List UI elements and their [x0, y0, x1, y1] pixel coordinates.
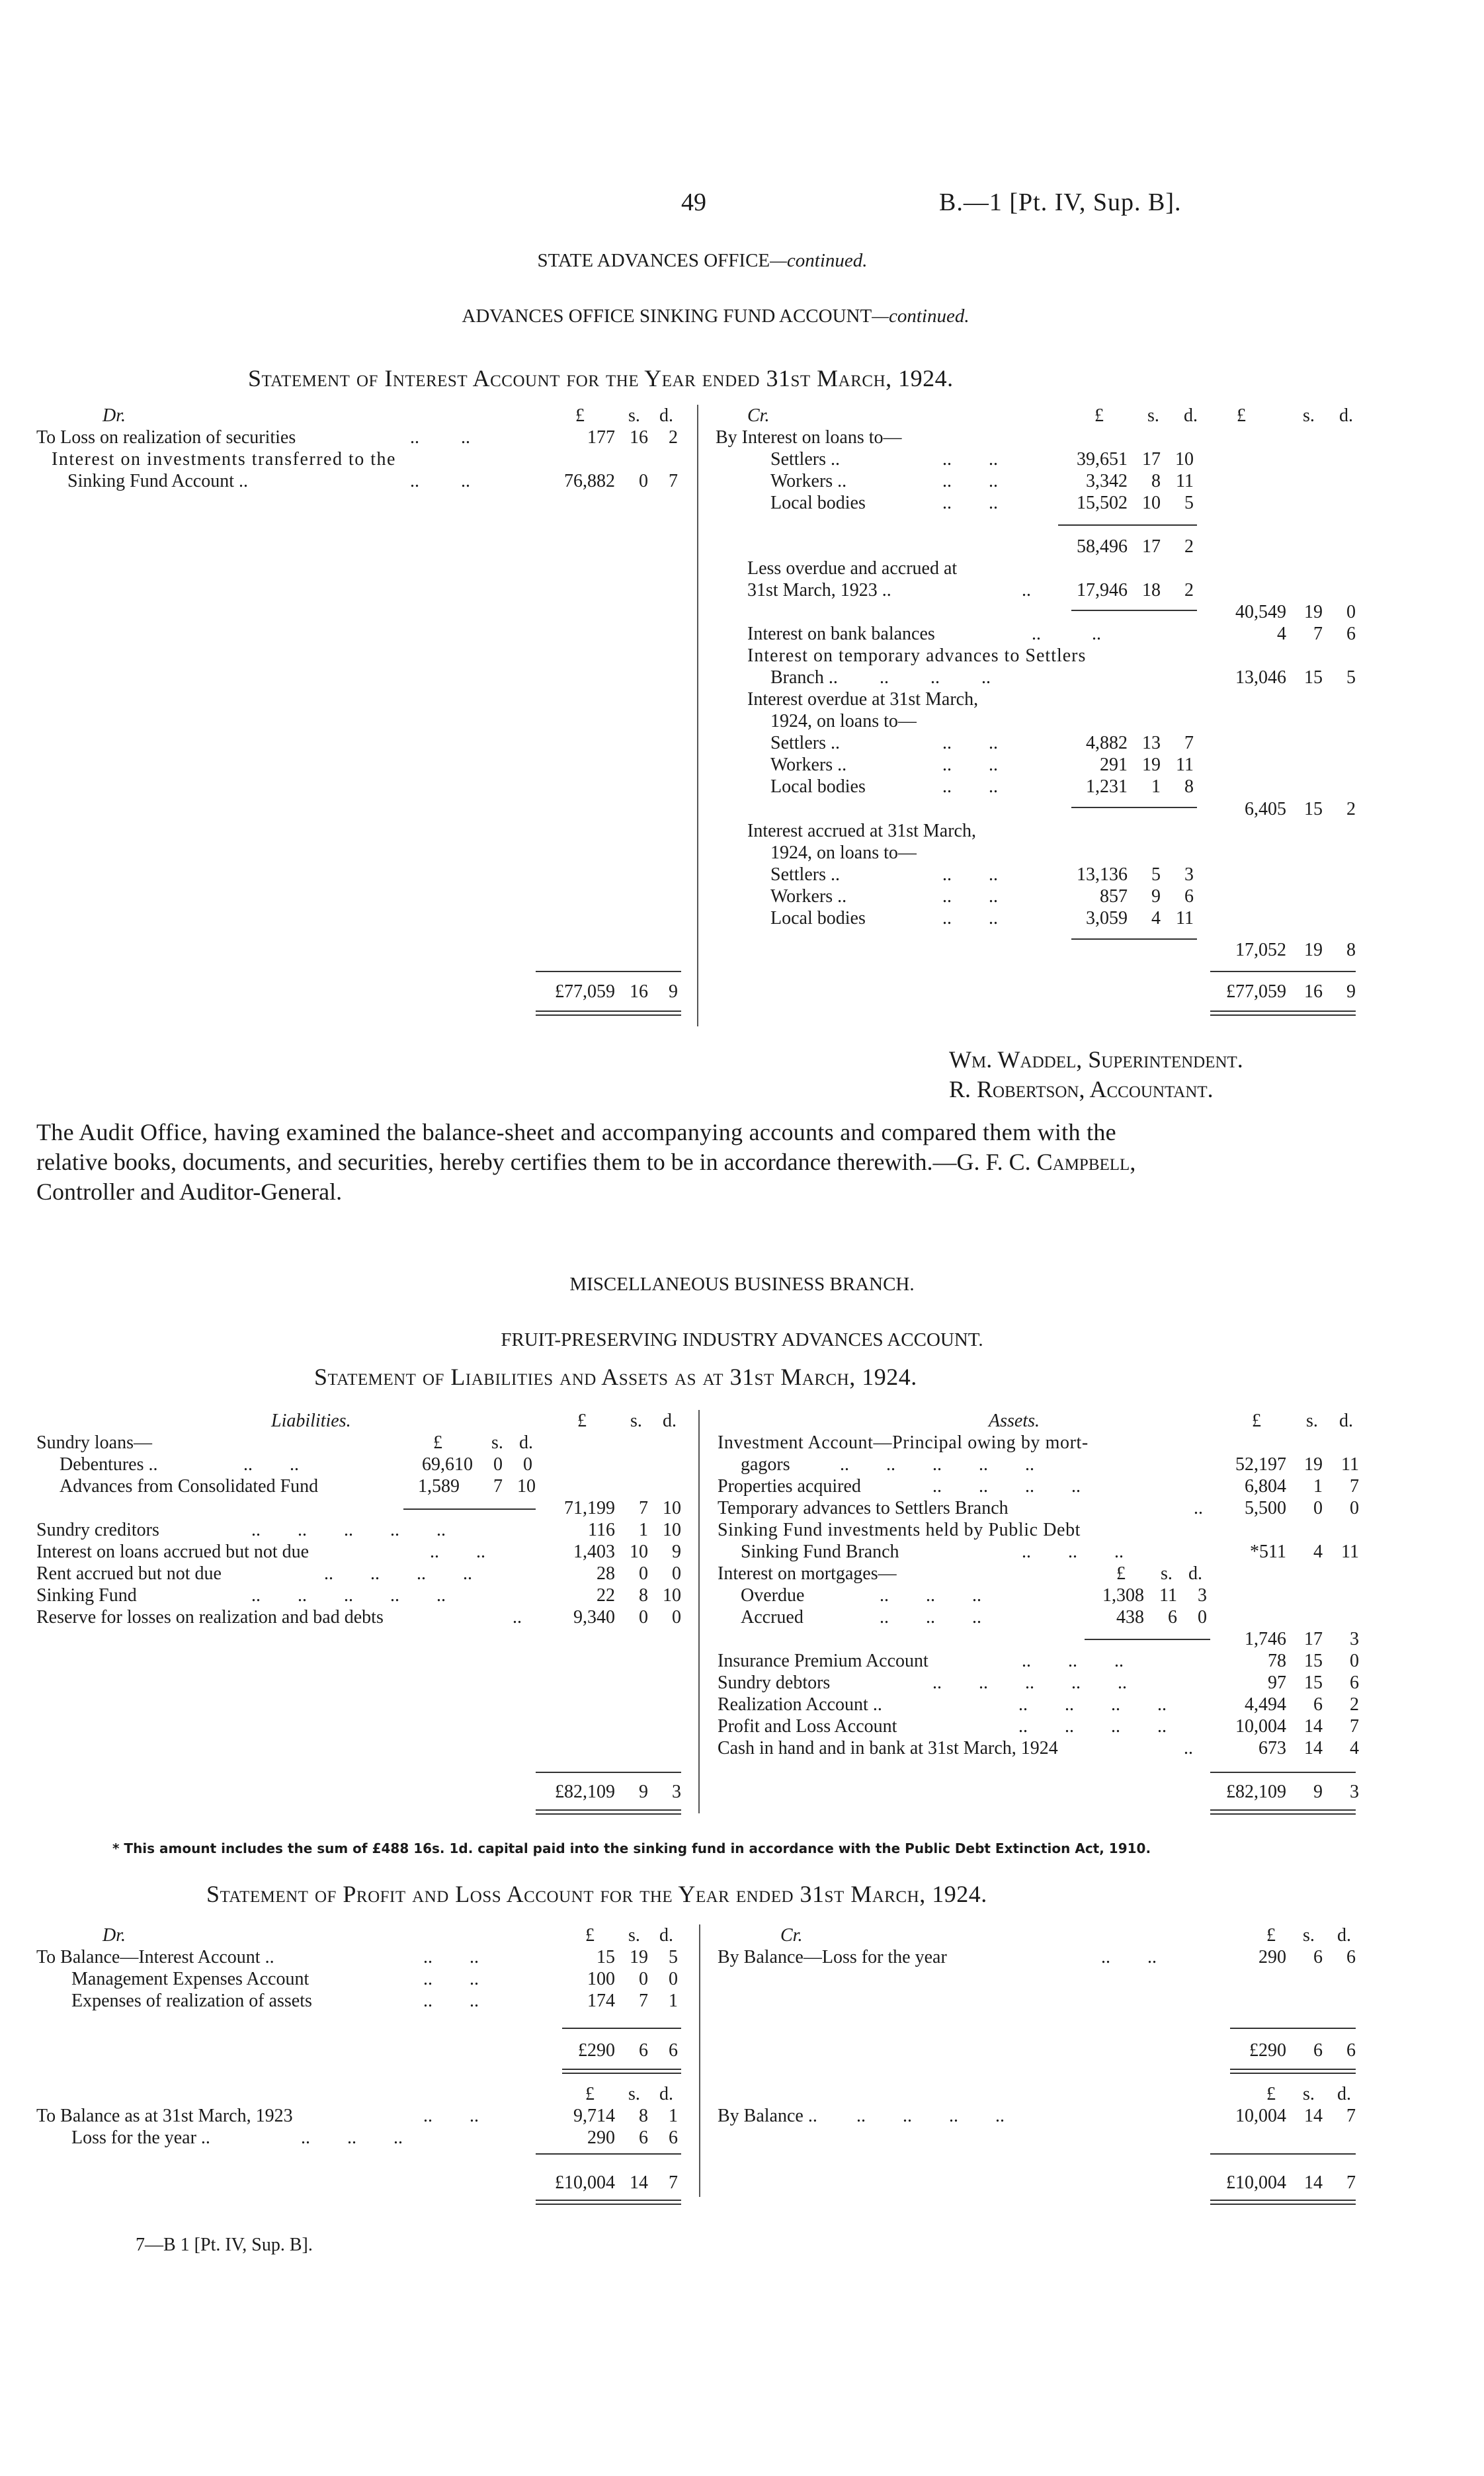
page-number: 49 — [681, 188, 706, 216]
printer-signature: 7—B 1 [Pt. IV, Sup. B]. — [136, 2235, 313, 2255]
rule — [1210, 2153, 1356, 2155]
accountant-signature: R. Robertson, Accountant. — [949, 1076, 1214, 1102]
account-title: FRUIT-PRESERVING INDUSTRY ADVANCES ACCOUNT. — [501, 1329, 983, 1350]
interest-statement-title: Statement of Interest Account for the Year ended 31st March, 1924. — [248, 365, 954, 392]
shillings-header: s. — [491, 1432, 503, 1453]
pound-header: £ — [433, 1432, 442, 1453]
shillings-header: s. — [628, 1925, 640, 1946]
sinking-fund-label: Sinking Fund investments held by Public Debt — [718, 1520, 1081, 1540]
debit-entry: Interest on investments transferred to the — [52, 449, 396, 470]
fund-title: ADVANCES OFFICE SINKING FUND ACCOUNT—continued. — [462, 306, 969, 327]
dr-label: Dr. — [103, 405, 126, 426]
pence-header: d. — [1184, 405, 1198, 426]
double-rule — [1210, 1809, 1356, 1815]
accrued-label: Interest accrued at 31st March, — [747, 821, 976, 841]
pence-header: d. — [519, 1432, 533, 1453]
overdue-label: Interest overdue at 31st March, — [747, 689, 979, 710]
shillings-header: s. — [1161, 1563, 1173, 1584]
profit-loss-divider — [699, 1924, 700, 2197]
rule — [1210, 1772, 1356, 1773]
pound-header: £ — [575, 405, 585, 426]
shillings-header: s. — [628, 2084, 640, 2104]
pence-header: d. — [663, 1411, 677, 1431]
balance-sheet-title: Statement of Liabilities and Assets as at 31st March, 1924. — [314, 1364, 917, 1390]
shillings-header: s. — [1147, 405, 1159, 426]
double-rule — [536, 1809, 681, 1815]
pence-header: d. — [1337, 1925, 1351, 1946]
shillings-header: s. — [630, 1411, 642, 1431]
audit-paragraph-line: relative books, documents, and securities, hereby certifies them to be in accordance therewith.—G. F. C. Campbell, — [36, 1149, 1136, 1175]
pound-header: £ — [1266, 2084, 1276, 2104]
double-rule — [1230, 2069, 1356, 2074]
rule — [536, 1772, 681, 1773]
investment-label: Investment Account—Principal owing by mort- — [718, 1432, 1089, 1453]
liabilities-label: Liabilities. — [271, 1411, 351, 1431]
pence-header: d. — [1188, 1563, 1202, 1584]
shillings-header: s. — [1303, 2084, 1315, 2104]
pound-header: £ — [585, 2084, 595, 2104]
office-title: STATE ADVANCES OFFICE—continued. — [537, 250, 868, 271]
superintendent-signature: Wm. Waddel, Superintendent. — [949, 1046, 1243, 1073]
audit-paragraph-line: The Audit Office, having examined the balance-sheet and accompanying accounts and compared them with the — [36, 1119, 1116, 1145]
pound-header: £ — [1266, 1925, 1276, 1946]
dr-label: Dr. — [103, 1925, 126, 1946]
pound-header: £ — [577, 1411, 587, 1431]
double-rule — [536, 2200, 681, 2205]
rule — [1058, 524, 1197, 526]
mortgage-interest-label: Interest on mortgages— — [718, 1563, 897, 1584]
cr-label: Cr. — [747, 405, 770, 426]
pence-header: d. — [659, 1925, 673, 1946]
pence-header: d. — [1337, 2084, 1351, 2104]
rule — [1071, 807, 1197, 808]
rule — [536, 2153, 681, 2155]
sundry-loans-label: Sundry loans— — [36, 1432, 152, 1453]
overdue-label: 1924, on loans to— — [770, 711, 917, 731]
double-rule — [1210, 1011, 1356, 1016]
pence-header: d. — [659, 2084, 673, 2104]
pound-header: £ — [1252, 1411, 1261, 1431]
double-rule — [536, 1011, 681, 1016]
shillings-header: s. — [1306, 1411, 1318, 1431]
pence-header: d. — [1339, 405, 1353, 426]
rule — [536, 971, 681, 972]
rule — [1071, 938, 1197, 940]
double-rule — [1210, 2200, 1356, 2205]
rule — [562, 2028, 681, 2029]
cr-label: Cr. — [780, 1925, 803, 1946]
pence-header: d. — [659, 405, 673, 426]
shillings-header: s. — [628, 405, 640, 426]
rule — [403, 1508, 536, 1510]
rule — [1230, 2028, 1356, 2029]
shillings-header: s. — [1303, 405, 1315, 426]
balance-divider — [698, 1410, 700, 1813]
less-overdue-label: Less overdue and accrued at — [747, 558, 958, 579]
pound-header: £ — [585, 1925, 595, 1946]
interest-divider — [697, 405, 698, 1026]
audit-paragraph-line: Controller and Auditor-General. — [36, 1178, 343, 1205]
rule — [1071, 610, 1197, 611]
rule — [1210, 971, 1356, 972]
temporary-advances-label: Interest on temporary advances to Settlers — [747, 645, 1087, 666]
accrued-label: 1924, on loans to— — [770, 843, 917, 863]
footnote: * This amount includes the sum of £488 16s. 1d. capital paid into the sinking fund in accordance with the Public Debt Extinction Act, 1910. — [112, 1840, 1151, 1856]
double-rule — [562, 2069, 681, 2074]
profit-loss-title: Statement of Profit and Loss Account for the Year ended 31st March, 1924. — [206, 1881, 987, 1907]
branch-title: MISCELLANEOUS BUSINESS BRANCH. — [569, 1274, 915, 1295]
shillings-header: s. — [1303, 1925, 1315, 1946]
pound-header: £ — [1094, 405, 1104, 426]
pence-header: d. — [1339, 1411, 1353, 1431]
document-reference: B.—1 [Pt. IV, Sup. B]. — [939, 188, 1182, 216]
pound-header: £ — [1116, 1563, 1126, 1584]
assets-label: Assets. — [989, 1411, 1040, 1431]
credit-intro: By Interest on loans to— — [716, 427, 902, 448]
pound-header: £ — [1237, 405, 1246, 426]
